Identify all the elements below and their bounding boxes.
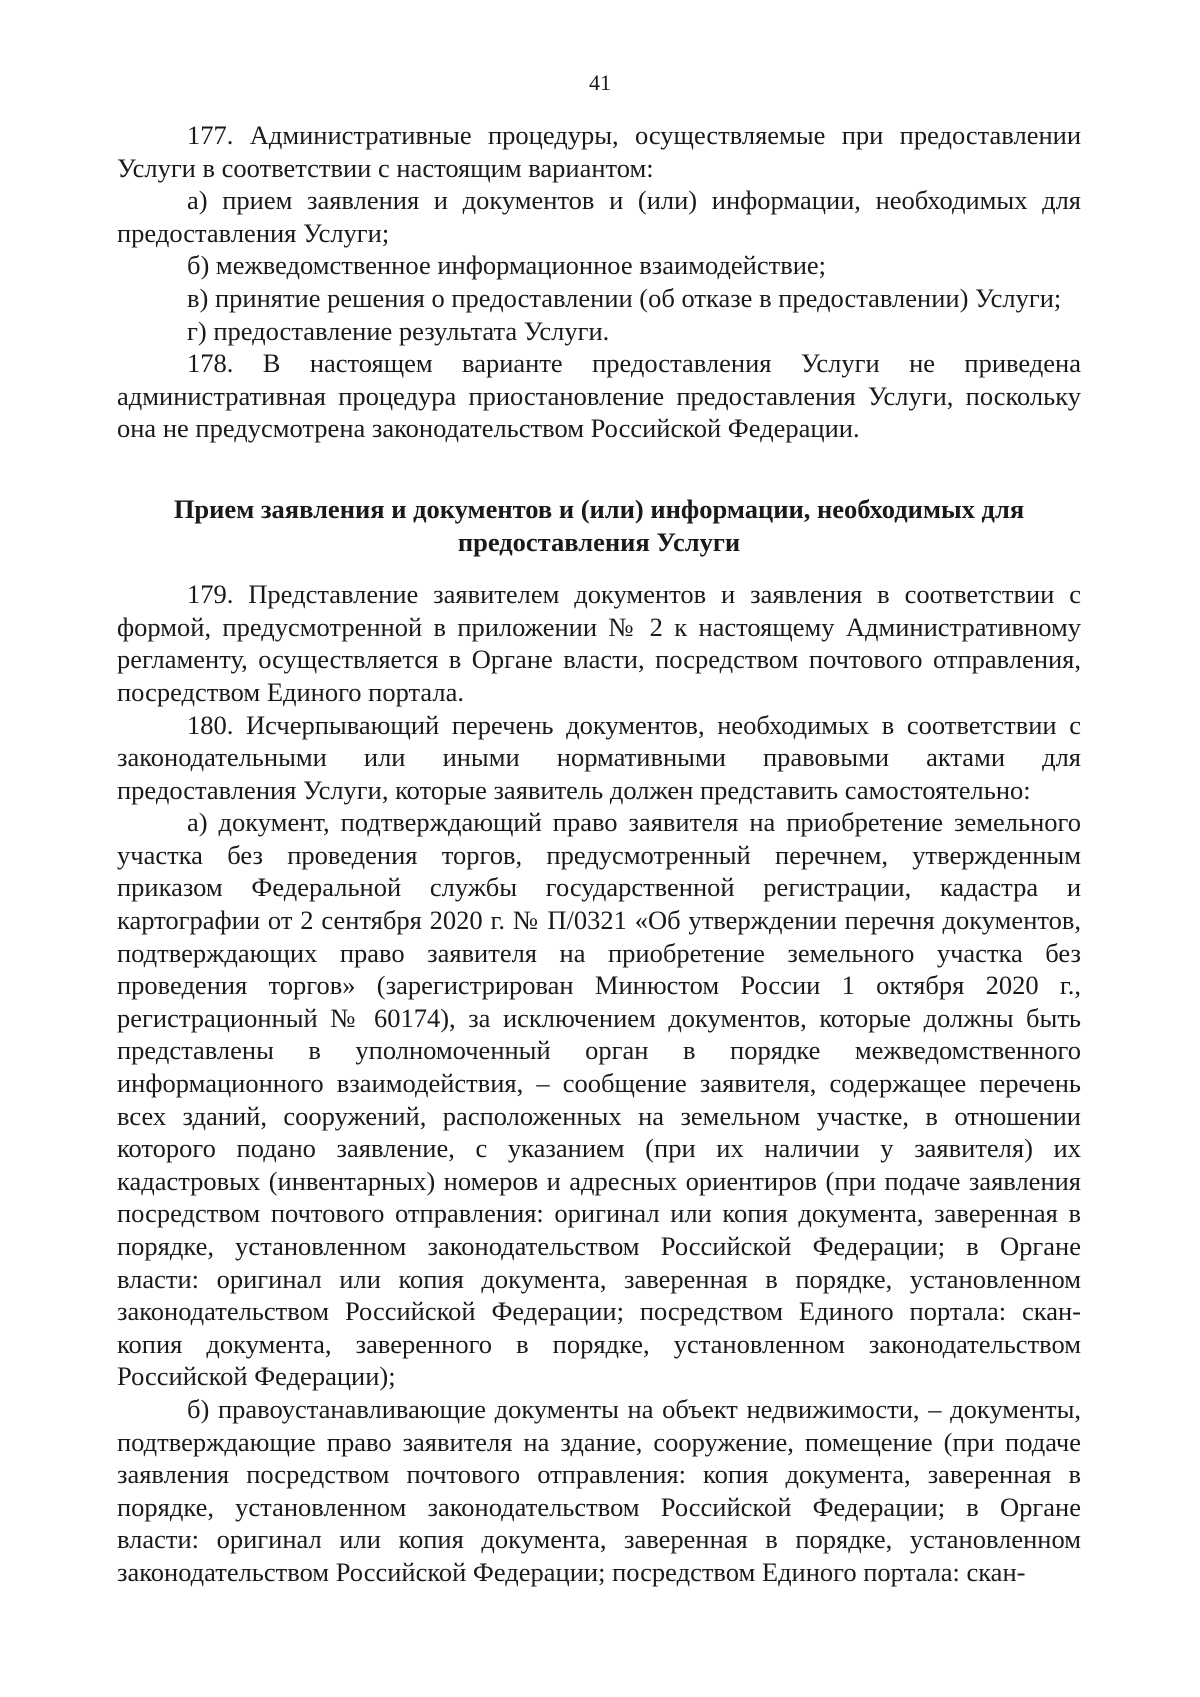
paragraph-180: 180. Исчерпывающий перечень документов, необходимых в соответствии с законодательными или иными нормативными правовыми актами для предоставления Услуги, которые заявитель должен представить самостоятельно: xyxy=(117,709,1081,805)
section-heading: Прием заявления и документов и (или) информации, необходимых для предоставления Услуги xyxy=(173,493,1025,557)
list-item-a: а) прием заявления и документов и (или) информации, необходимых для предоставления Услуги; xyxy=(117,185,1081,248)
paragraph-178: 178. В настоящем варианте предоставления Услуги не приведена административная процедура приостановление предоставления Услуги, поскольку она не предусмотрена законодательством Российской Федерации. xyxy=(117,348,1081,444)
paragraph-177: 177. Административные процедуры, осуществляемые при предоставлении Услуги в соответствии с настоящим вариантом: xyxy=(117,120,1081,183)
list-item-b-title-documents: б) правоустанавливающие документы на объект недвижимости, – документы, подтверждающие право заявителя на здание, сооружение, помещение (при подаче заявления посредством почтового отправления: копия документа, заверенная в порядке, установленном законодательством Российской Федерации; в Органе власти: оригинал или копия документа, заверенная в порядке, установленном законодательством Российской Федерации; посредством Единого портала: скан- xyxy=(117,1393,1081,1587)
list-item-g: г) предоставление результата Услуги. xyxy=(187,315,610,346)
list-item-a-document: а) документ, подтверждающий право заявителя на приобретение земельного участка без проведения торгов, предусмотренный перечнем, утвержденным приказом Федеральной службы государственной регистрации, кадастра и картографии от 2 сентября 2020 г. № П/0321 «Об утверждении перечня документов, подтверждающих право заявителя на приобретение земельного участка без проведения торгов» (зарегистрирован Минюстом России 1 октября 2020 г., регистрационный № 60174), за исключением документов, которые должны быть представлены в уполномоченный орган в порядке межведомственного информационного взаимодействия, – сообщение заявителя, содержащее перечень всех зданий, сооружений, расположенных на земельном участке, в отношении которого подано заявление, с указанием (при их наличии у заявителя) их кадастровых (инвентарных) номеров и адресных ориентиров (при подаче заявления посредством почтового отправления: оригинал или копия документа, заверенная в порядке, установленном законодательством Российской Федерации; в Органе власти: оригинал или копия документа, заверенная в порядке, установленном законодательством Российской Федерации; посредством Единого портала: скан-копия документа, заверенного в порядке, установленном законодательством Российской Федерации); xyxy=(117,807,1081,1392)
list-item-b: б) межведомственное информационное взаимодействие; xyxy=(187,250,827,281)
paragraph-179: 179. Представление заявителем документов и заявления в соответствии с формой, предусмотренной в приложении № 2 к настоящему Административному регламенту, осуществляется в Органе власти, посредством почтового отправления, посредством Единого портала. xyxy=(117,579,1081,707)
list-item-v: в) принятие решения о предоставлении (об отказе в предоставлении) Услуги; xyxy=(187,282,1062,313)
document-body xyxy=(117,119,1081,1589)
page-number: 41 xyxy=(589,70,611,95)
